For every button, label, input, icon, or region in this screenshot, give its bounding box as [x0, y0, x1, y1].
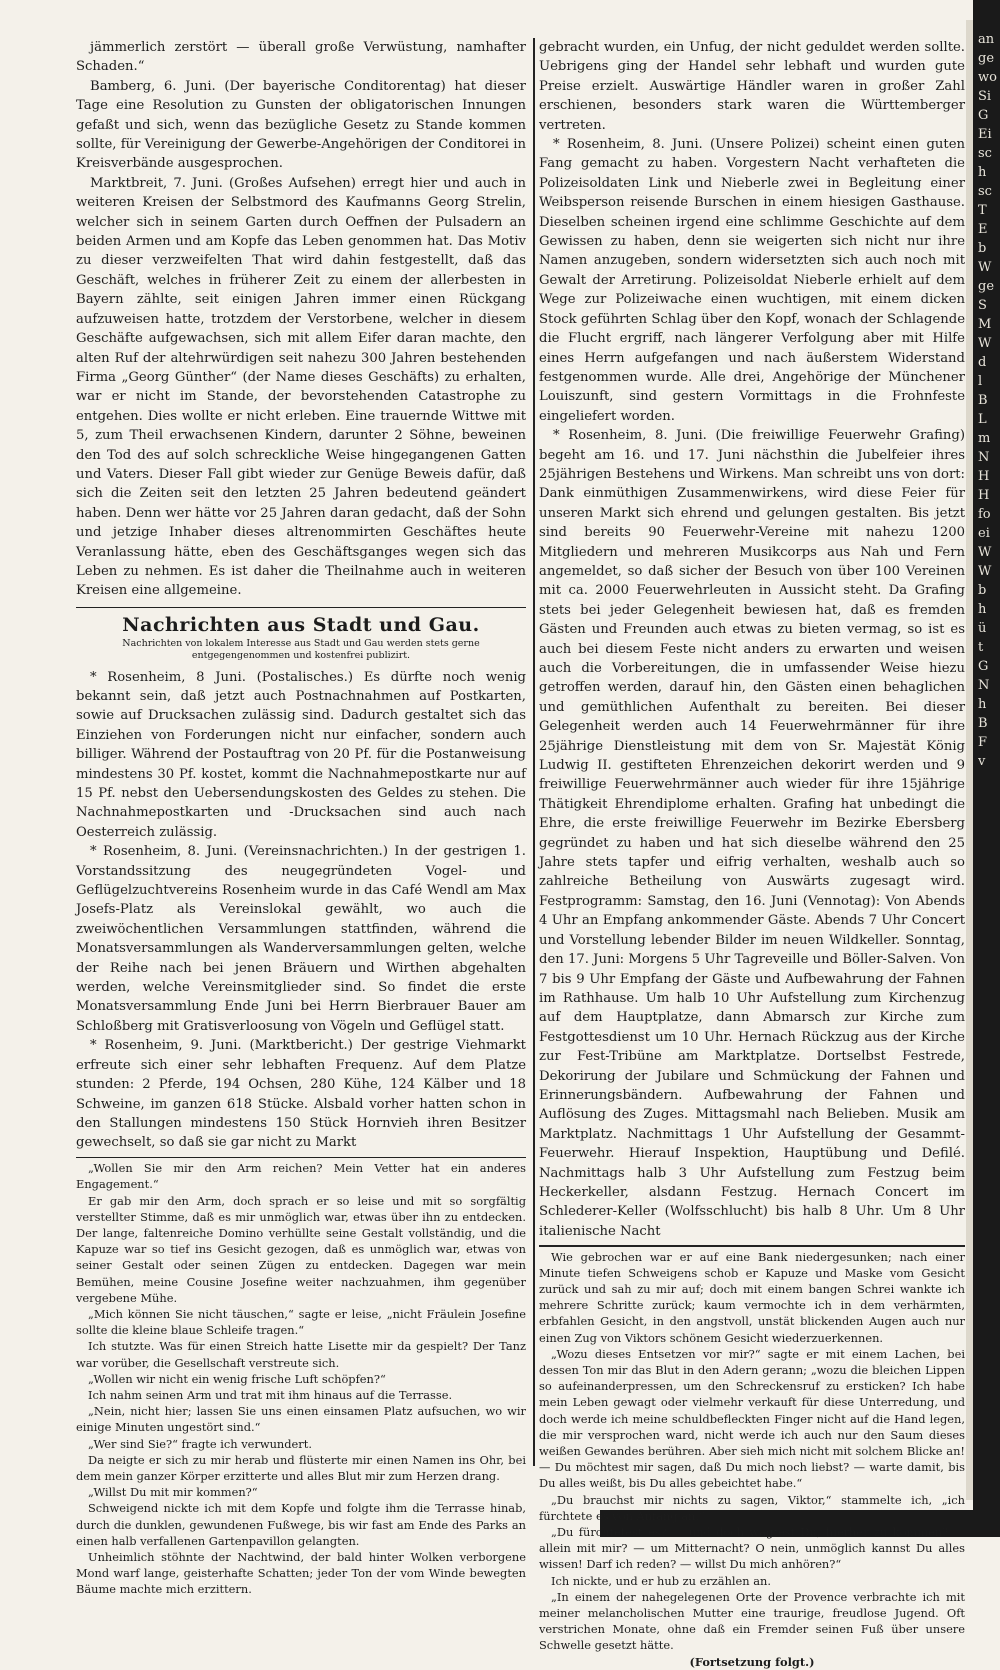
neighbor-fragment: W — [978, 336, 992, 351]
neighbor-fragment: W — [978, 564, 992, 579]
article-polizei: * Rosenheim, 8. Juni. (Unsere Polizei) scheint einen guten Fang gemacht zu haben. Vorgestern Nacht verhafteten die Polizeisoldaten Link und Nieberle zwei in Begleitung einer Weibsperson reisende Burschen in einem hiesigen Gasthause. Dieselben scheinen irgend eine schlimme Geschichte auf dem Gewissen zu haben, denn sie weigerten sich nicht nur ihre Namen anzugeben, sondern widersetzten sich auch noch mit Gewalt der Arretirung. Polizeisoldat Nieberle erhielt auf dem Wege zur Polizeiwache einen wuchtigen, mit einem dicken Stock geführten Schlag über den Kopf, wonach der Schlagende die Flucht ergriff, nach längerer Verfolgung aber mit Hilfe eines Herrn aufgefangen und nach äußerstem Widerstand festgenommen wurde. Alle drei, Angehörige der Münchener Louiszunft, sind gestern Vormittags in die Frohnfeste eingeliefert worden. — [539, 137, 965, 424]
neighbor-fragment: ge — [978, 279, 995, 294]
feuilleton-paragraph: „Du brauchst mir nichts zu sagen, Viktor,“ stammelte ich, „ich fürchtete es von Anfang an.“ — [539, 1492, 965, 1523]
feuilleton-paragraph: Ich nahm seinen Arm und trat mit ihm hinaus auf die Terrasse. — [88, 1387, 453, 1402]
feuilleton-paragraph: Schweigend nickte ich mit dem Kopfe und folgte ihm die Terrasse hinab, durch die dunklen, gewundenen Fußwege, bis wir fast am Ende des Parks an einen halb verfallenen Gartenpavillon gelangten. — [76, 1501, 526, 1548]
feuilleton-paragraph: „Mich können Sie nicht täuschen,“ sagte er leise, „nicht Fräulein Josefine sollte die kleine blaue Schleife tragen.“ — [76, 1306, 526, 1338]
neighbor-fragment: l — [978, 374, 983, 389]
neighbor-fragment: fo — [978, 507, 991, 522]
article-fragment: jämmerlich zerstört — überall große Verwüstung, namhafter Schaden.“ — [76, 40, 526, 75]
neighbor-fragment: H — [978, 469, 990, 484]
neighbor-fragment: T — [978, 203, 987, 218]
feuilleton-paragraph: „In einem der nahegelegenen Orte der Provence verbrachte ich mit meiner melancholischen Mutter eine traurige, freudlose Jugend. Oft verstrichen Monate, ohne daß ein Fremder seinen Fuß über unsere Schwelle gesetzt hätte. — [539, 1589, 965, 1653]
feuilleton-paragraph: Unheimlich stöhnte der Nachtwind, der bald hinter Wolken verborgene Mond warf lange, geisterhafte Schatten; jeder Ton der vom Winde bewegten Bäume machte mich erzittern. — [76, 1550, 526, 1597]
article-bamberg: Bamberg, 6. Juni. (Der bayerische Conditorentag) hat dieser Tage eine Resolution zu Gunsten der obligatorischen Innungen gefaßt und sich, wenn das bezügliche Gesetz zu Stande kommen sollte, für Vereinigung der Gewerbe-Angehörigen der Conditorei in Kreisverbände ausgesprochen. — [76, 78, 526, 172]
feuilleton-paragraph: „Wollen Sie mir den Arm reichen? Mein Vetter hat ein anderes Engagement.“ — [76, 1161, 526, 1192]
section-divider — [76, 607, 526, 608]
newspaper-page — [76, 38, 966, 1669]
article-feuerwehr-grafing: * Rosenheim, 8. Juni. (Die freiwillige Feuerwehr Grafing) begeht am 16. und 17. Juni nächsthin die Jubelfeier ihres 25jährigen Bestehens und Wirkens. Man schreibt uns von dort: Dank einmüthigen Zusammenwirkens, wird diese Feier für unseren Markt sich ehrend und gelungen gestalten. Bis jetzt sind bereits 90 Feuerwehr-Vereine mit nahezu 1200 Mitgliedern und mehreren Musikcorps aus Nah und Fern angemeldet, so daß sicher der Besuch von über 100 Vereinen mit ca. 2000 Feuerwehrleuten in Aussicht steht. Da Grafing stets bei jeder Gelegenheit bewiesen hat, daß es fremden Gästen und Freunden auch etwas zu bieten vermag, so ist es auch bei diesem Feste nicht anders zu erwarten und weisen auch die Vorbereitungen, die in umfassender Weise hiezu getroffen werden, darauf hin, den Gästen einen behaglichen und gemüthlichen Aufenthalt zu bereiten. Bei dieser Gelegenheit werden auch 14 Feuerwehrmänner für ihre 25jährige Dienstleistung mit dem von Sr. Majestät König Ludwig II. gestifteten Ehrenzeichen dekorirt werden und 9 freiwillige Feuerwehrmänner auch wieder für ihre 15jährige Thätigkeit Ehrendiplome erhalten. Grafing hat unbedingt die Ehre, die erste freiwillige Feuerwehr im Bezirke Ebersberg gegründet zu haben und hat sich dieselbe während den 25 Jahre stets tapfer und eifrig verhalten, weshalb auch so zahlreiche Betheilung von Auswärts zugesagt wird. Festprogramm: Samstag, den 16. Juni (Vennotag): Von Abends 4 Uhr an Empfang ankommender Gäste. Abends 7 Uhr Concert und Vorstellung lebender Bilder im neuen Wildkeller. Sonntag, den 17. Juni: Morgens 5 Uhr Tagreveille und Böller-Salven. Von 7 bis 9 Uhr Empfang der Gäste und Aufbewahrung der Fahnen im Rathhause. Um halb 10 Uhr Aufstellung zum Kirchenzug auf dem Hauptplatze, dann Abmarsch zur Kirche zum Festgottesdienst um 10 Uhr. Hernach Rückzug aus der Kirche zur Fest-Tribüne am Marktplatze. Dortselbst Festrede, Dekorirung der Jubilare und Schmückung der Fahnen und Erinnerungsbändern. Aufbewahrung der Fahnen und Auflösung des Zuges. Mittagsmahl nach Belieben. Musik am Marktplatz. Nachmittags 1 Uhr Aufstellung der Gesammt-Feuerwehr. Hierauf Inspektion, Hauptübung und Defilé. Nachmittags halb 3 Uhr Aufstellung zum Festzug beim Heckerkeller, alsdann Festzug. Hernach Concert im Schlederer-Keller (Wolfsschlucht) bis halb 8 Uhr. Um 8 Uhr italienische Nacht — [539, 428, 965, 1239]
feuilleton-divider — [76, 1157, 526, 1158]
feuilleton-paragraph: „Wollen wir nicht ein wenig frische Luft schöpfen?“ — [88, 1371, 386, 1386]
feuilleton-paragraph: „Wozu dieses Entsetzen vor mir?“ sagte er mit einem Lachen, bei dessen Ton mir das Blut in den Adern gerann; „wozu die bleichen Lippen so aufeinanderpressen, um den Schreckensruf zu ersticken? Ich habe mein Leben gewagt oder vielmehr verkauft für diese Unterredung, und doch werde ich meine schuldbefleckten Finger nicht auf die Hand legen, die mir versprochen ward, nicht werde ich auch nur den Saum dieses weißen Gewandes berühren. Aber sieh mich nicht mit solchem Blicke an! — Du möchtest mir sagen, daß Du mich noch liebst? — warte damit, bis Du alles weißt, bis Du alles gebeichtet habe.“ — [539, 1346, 965, 1491]
article-marktbreit: Marktbreit, 7. Juni. (Großes Aufsehen) erregt hier und auch in weiteren Kreisen der Selbstmord des Kaufmanns Georg Strelin, welcher sich in seinem Garten durch Oeffnen der Pulsadern an beiden Armen und am Kopfe das Leben genommen hat. Das Motiv zu dieser verzweifelten That wird dahin festgestellt, daß das Geschäft, welches in früherer Zeit zu einem der allerbesten in Bayern zählte, seit einigen Jahren immer einen Rückgang aufzuweisen hatte, trotzdem der Verstorbene, welcher in diesem Geschäfte aufgewachsen, sich mit allem Eifer daran machte, den alten Ruf der altehrwürdigen seit nahezu 300 Jahren bestehenden Firma „Georg Günther“ (der Name dieses Geschäfts) zu erhalten, war er nicht im Stande, der bevorstehenden Catastrophe zu entgehen. Dies wollte er nicht erleben. Eine trauernde Wittwe mit 5, zum Theil erwachsenen Kindern, darunter 2 Söhne, beweinen den Tod des auf solch schreckliche Weise hingegangenen Gatten und Vaters. Dieser Fall gibt wieder zur Genüge Beweis dafür, daß sich die Zeiten seit den letzten 25 Jahren bedeutend geändert haben. Denn wer hätte vor 25 Jahren daran gedacht, daß der Sohn und jetzige Inhaber dieses altrenommirten Geschäftes heute Veranlassung hätte, eben des Geschäftsganges wegen sich das Leben zu nehmen. Es ist daher die Theilnahme auch in weiteren Kreisen eine allgemeine. — [76, 175, 526, 599]
neighbor-page-fragments — [978, 30, 1000, 771]
feuilleton-right — [539, 1249, 965, 1670]
section-note: Nachrichten von lokalem Interesse aus Stadt und Gau werden stets gerne entgegengenommen und kostenfrei publizirt. — [122, 637, 480, 661]
neighbor-fragment: b — [978, 583, 987, 598]
neighbor-fragment: ü — [978, 621, 987, 636]
feuilleton-paragraph: „Du fürchtetest es? — und doch wagtest Du, hierher zu kommen? — allein mit mir? — um Mitternacht? O nein, unmöglich kannst Du alles wissen! Darf ich reden? — willst Du mich anhören?“ — [539, 1525, 965, 1572]
article-continuation: gebracht wurden, ein Unfug, der nicht geduldet werden sollte. Uebrigens ging der Handel sehr lebhaft und wurden gute Preise erzielt. Auswärtige Händler waren in großer Zahl erschienen, besonders stark waren die Württemberger vertreten. — [539, 40, 965, 133]
right-column — [539, 38, 965, 1670]
neighbor-fragment: ge — [978, 51, 995, 66]
neighbor-fragment: G — [978, 108, 989, 123]
neighbor-fragment: Si — [978, 89, 992, 104]
neighbor-fragment: N — [978, 678, 990, 693]
neighbor-fragment: S — [978, 298, 987, 313]
page-gutter — [966, 20, 973, 1500]
feuilleton-left — [76, 1160, 526, 1597]
neighbor-fragment: h — [978, 165, 987, 180]
neighbor-fragment: M — [978, 317, 992, 332]
neighbor-fragment: v — [978, 754, 986, 769]
feuilleton-paragraph: Er gab mir den Arm, doch sprach er so leise und mit so sorgfältig verstellter Stimme, daß es mir unmöglich war, etwas über ihn zu entdecken. Der lange, faltenreiche Domino verhüllte seine Gestalt vollständig, und die Kapuze war so tief ins Gesicht gezogen, daß es unmöglich war, etwas von seiner Gestalt oder seinen Zügen zu entdecken. Dagegen war mein Bemühen, meine Cousine Josefine weiter nachzuahmen, ihm gegenüber vergebene Mühe. — [76, 1193, 526, 1305]
neighbor-fragment: N — [978, 450, 990, 465]
neighbor-fragment: ei — [978, 526, 990, 541]
neighbor-fragment: Ei — [978, 127, 992, 142]
neighbor-fragment: h — [978, 697, 987, 712]
feuilleton-paragraph: „Willst Du mit mir kommen?“ — [88, 1485, 258, 1500]
article-marktbericht: * Rosenheim, 9. Juni. (Marktbericht.) Der gestrige Viehmarkt erfreute sich einer sehr lebhaften Frequenz. Auf dem Platze stunden: 2 Pferde, 194 Ochsen, 280 Kühe, 124 Kälber und 18 Schweine, im ganzen 618 Stücke. Alsbald vorher hatten schon in den Stallungen mindestens 150 Stück Hornvieh ihren Besitzer gewechselt, so daß sie gar nicht zu Markt — [76, 1038, 526, 1151]
neighbor-fragment: an — [978, 32, 995, 47]
feuilleton-divider — [539, 1245, 965, 1246]
feuilleton-paragraph: Wie gebrochen war er auf eine Bank niedergesunken; nach einer Minute tiefen Schweigens schob er Kapuze und Maske vom Gesicht zurück und sah zu mir auf; doch mit einem bangen Schrei wankte ich mehrere Schritte zurück; kaum vermochte ich in dem verhärmten, erbfahlen Gesicht, in den angstvoll, unstät blickenden Augen auch nur einen Zug von Viktors schönem Gesicht wiederzuerkennen. — [539, 1249, 965, 1345]
neighbor-fragment: d — [978, 355, 987, 370]
neighbor-fragment: W — [978, 545, 992, 560]
neighbor-fragment: sc — [978, 184, 992, 199]
neighbor-fragment: wo — [978, 70, 997, 85]
neighbor-fragment: B — [978, 393, 988, 408]
neighbor-fragment: t — [978, 640, 984, 655]
neighbor-fragment: B — [978, 716, 988, 731]
left-column — [76, 38, 526, 1598]
feuilleton-paragraph: „Wer sind Sie?“ fragte ich verwundert. — [88, 1436, 312, 1451]
neighbor-fragment: m — [978, 431, 991, 446]
continuation-note: (Fortsetzung folgt.) — [689, 1654, 815, 1669]
neighbor-fragment: F — [978, 735, 988, 750]
neighbor-fragment: E — [978, 222, 988, 237]
neighbor-fragment: h — [978, 602, 987, 617]
column-rule — [533, 38, 535, 1466]
neighbor-fragment: L — [978, 412, 987, 427]
neighbor-fragment: H — [978, 488, 990, 503]
feuilleton-paragraph: Ich stutzte. Was für einen Streich hatte Lisette mir da gespielt? Der Tanz war vorüber, die Gesellschaft verstreute sich. — [76, 1339, 526, 1370]
section-title: Nachrichten aus Stadt und Gau. — [122, 614, 480, 637]
neighbor-fragment: b — [978, 241, 987, 256]
article-postalisches: * Rosenheim, 8 Juni. (Postalisches.) Es dürfte noch wenig bekannt sein, daß jetzt auch Postnachnahmen auf Postkarten, sowie auf Drucksachen zulässig sind. Dadurch gestaltet sich das Einziehen von Forderungen nicht nur einfacher, sondern auch billiger. Während der Postauftrag von 20 Pf. für die Postanweisung mindestens 30 Pf. kostet, kommt die Nachnahmepostkarte nur auf 15 Pf. nebst den Uebersendungskosten des Geldes zu stehen. Die Nachnahmepostkarten und -Drucksachen sind auch nach Oesterreich zulässig. — [76, 669, 526, 840]
article-vereinsnachrichten: * Rosenheim, 8. Juni. (Vereinsnachrichten.) In der gestrigen 1. Vorstandssitzung des neugegründeten Vogel- und Geflügelzuchtvereins Rosenheim wurde in das Café Wendl am Max Josefs-Platz als Vereinslokal gewählt, wo auch die zweiwöchentlichen Versammlungen stattfinden, während die Monatsversammlungen als Wanderversammlungen gelten, welche der Reihe nach bei jenen Bräuern und Wirthen abgehalten werden, welche Vereinsmitglieder sind. So findet die erste Monatsversammlung Ende Juni bei Herrn Bierbrauer Bauer am Schloßberg mit Gratisverloosung von Vögeln und Geflügel statt. — [76, 844, 526, 1034]
feuilleton-paragraph: „Nein, nicht hier; lassen Sie uns einen einsamen Platz aufsuchen, wo wir einige Minuten ungestört sind.“ — [76, 1404, 526, 1435]
neighbor-fragment: sc — [978, 146, 992, 161]
neighbor-fragment: G — [978, 659, 989, 674]
neighbor-fragment: W — [978, 260, 992, 275]
feuilleton-paragraph: Ich nickte, und er hub zu erzählen an. — [551, 1573, 771, 1588]
feuilleton-paragraph: Da neigte er sich zu mir herab und flüsterte mir einen Namen ins Ohr, bei dem mein ganzer Körper erzitterte und alles Blut mir zum Herzen drang. — [76, 1452, 526, 1483]
